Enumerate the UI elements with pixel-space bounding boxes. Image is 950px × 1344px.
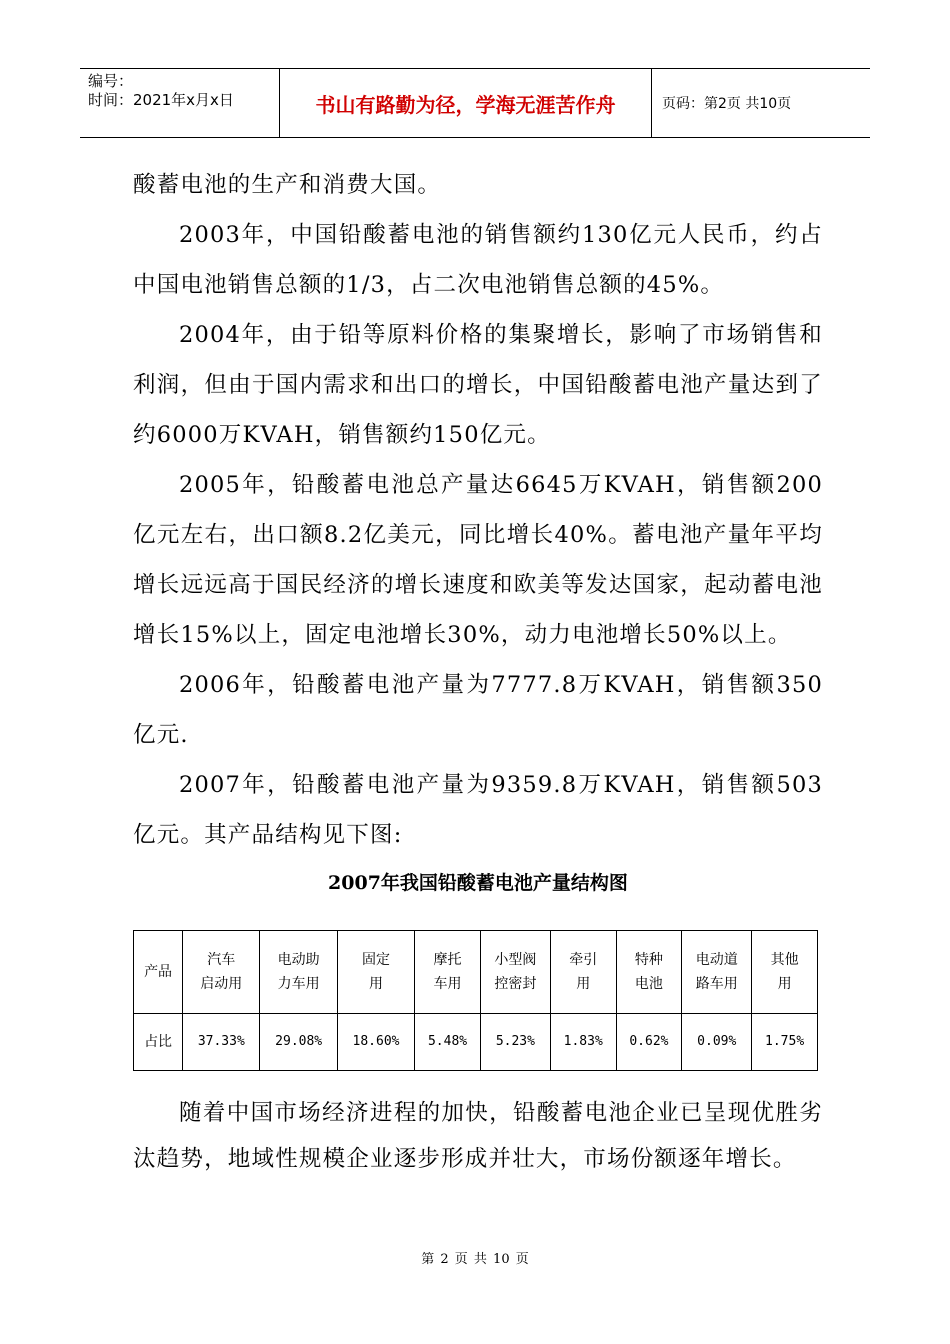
table-cell: 小型阀 控密封 <box>480 931 550 1014</box>
table-cell: 固定 用 <box>337 931 414 1014</box>
table-cell: 汽车 启动用 <box>183 931 260 1014</box>
table-cell: 29.08% <box>260 1014 337 1071</box>
table-cell: 5.23% <box>480 1014 550 1071</box>
header-code-label: 编号： <box>88 72 134 90</box>
table-cell: 牵引 用 <box>550 931 616 1014</box>
production-structure-table <box>133 930 818 1071</box>
table-cell: 37.33% <box>183 1014 260 1071</box>
page-footer: 第 2 页 共 10 页 <box>421 1252 529 1267</box>
table-cell: 0.09% <box>682 1014 752 1071</box>
table-cell: 1.75% <box>752 1014 818 1071</box>
paragraph: 酸蓄电池的生产和消费大国。 <box>133 172 442 198</box>
table-cell: 电动道 路车用 <box>682 931 752 1014</box>
table-cell: 5.48% <box>415 1014 481 1071</box>
table-header-label: 产品 <box>134 931 183 1014</box>
header-motto: 书山有路勤为径，学海无涯苦作舟 <box>280 69 652 137</box>
header-meta <box>80 69 280 137</box>
table-cell: 0.62% <box>616 1014 682 1071</box>
paragraph: 2003年，中国铅酸蓄电池的销售额约130亿元人民币，约占中国电池销售总额的1/3，占二次电池销售总额的45%。 <box>133 222 823 298</box>
table-cell: 18.60% <box>337 1014 414 1071</box>
table-cell: 特种 电池 <box>616 931 682 1014</box>
paragraph: 2004年，由于铅等原料价格的集聚增长，影响了市场销售和利润，但由于国内需求和出口的增长，中国铅酸蓄电池产量达到了约6000万KVAH，销售额约150亿元。 <box>133 322 823 448</box>
table-row <box>134 1014 818 1071</box>
table-cell: 其他 用 <box>752 931 818 1014</box>
paragraph: 2005年，铅酸蓄电池总产量达6645万KVAH，销售额200亿元左右，出口额8.2亿美元，同比增长40%。蓄电池产量年平均增长远远高于国民经济的增长速度和欧美等发达国家，起动蓄电池增长15%以上，固定电池增长30%，动力电池增长50%以上。 <box>133 472 823 648</box>
table-cell: 摩托 车用 <box>415 931 481 1014</box>
closing-text <box>133 1090 823 1182</box>
table-row-label: 占比 <box>134 1014 183 1071</box>
body-text <box>133 160 823 860</box>
table-row <box>134 931 818 1014</box>
header-time-label: 时间：2021年x月x日 <box>88 91 234 109</box>
header-page-info: 页码：第2页 共10页 <box>662 96 792 112</box>
page-header <box>80 68 870 138</box>
paragraph: 2006年，铅酸蓄电池产量为7777.8万KVAH，销售额350亿元. <box>133 672 823 748</box>
table-title: 2007年我国铅酸蓄电池产量结构图 <box>328 872 628 894</box>
paragraph: 随着中国市场经济进程的加快，铅酸蓄电池企业已呈现优胜劣汰趋势，地域性规模企业逐步形成并壮大，市场份额逐年增长。 <box>133 1100 823 1172</box>
paragraph: 2007年，铅酸蓄电池产量为9359.8万KVAH，销售额503亿元。其产品结构见下图: <box>133 772 823 848</box>
table-cell: 1.83% <box>550 1014 616 1071</box>
table-cell: 电动助 力车用 <box>260 931 337 1014</box>
